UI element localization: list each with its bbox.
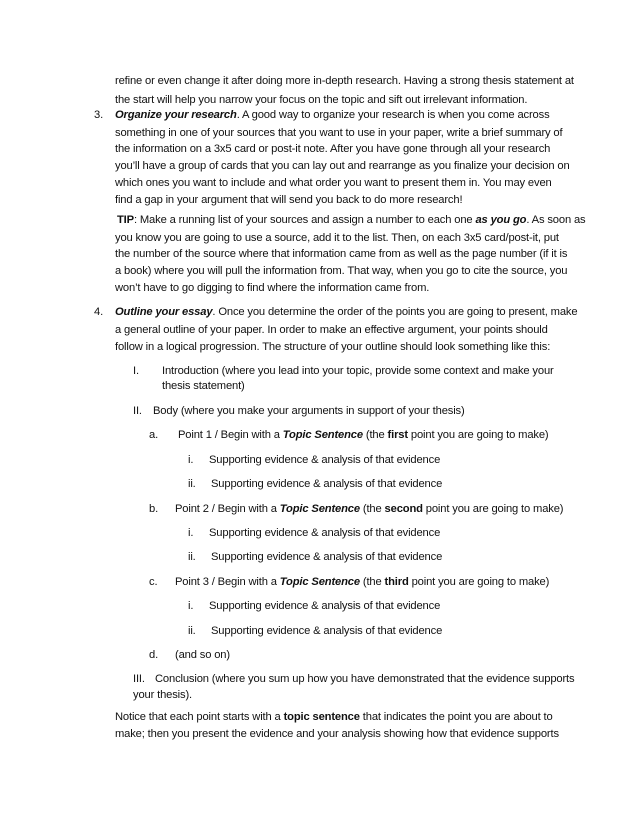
outline-c-number: c. (149, 576, 158, 588)
outline-iii-number: III. (133, 673, 145, 685)
item-3-line-3: the information on a 3x5 card or post-it note. After you have gone through all your research (115, 143, 551, 155)
item-3-line-4: you’ll have a group of cards that you can lay out and rearrange as you finalize your decision on (115, 160, 570, 172)
outline-ii-text: Body (where you make your arguments in support of your thesis) (153, 405, 465, 417)
outline-c-i-text: Supporting evidence & analysis of that evidence (209, 600, 441, 612)
notice-line-1: Notice that each point starts with a topic sentence that indicates the point you are about to (115, 711, 553, 723)
outline-a-ii-number: ii. (188, 478, 196, 490)
notice-line-2: make; then you present the evidence and your analysis showing how that evidence supports (115, 728, 559, 740)
outline-i-line-2: thesis statement) (162, 380, 245, 392)
item-3-line-5: which ones you want to include and what order you want to present them in. You may even (115, 177, 552, 189)
outline-i-line-1: Introduction (where you lead into your topic, provide some context and make your (162, 365, 554, 377)
tip-line-3: the number of the source where that information came from as well as the page number (if it is (115, 248, 568, 260)
tip-line-2: you know you are going to use a source, add it to the list. Then, on each 3x5 card/post-it, put (115, 232, 559, 244)
outline-b-ii-number: ii. (188, 551, 196, 563)
outline-a-ii-text: Supporting evidence & analysis of that evidence (211, 478, 443, 490)
item-4-line-2: a general outline of your paper. In order to make an effective argument, your points should (115, 324, 548, 336)
tip-line-1: TIP: Make a running list of your sources and assign a number to each one as you go. As soon as (117, 214, 586, 226)
outline-a-text: Point 1 / Begin with a Topic Sentence (the first point you are going to make) (178, 429, 549, 441)
outline-b-text: Point 2 / Begin with a Topic Sentence (the second point you are going to make) (175, 503, 564, 515)
outline-b-number: b. (149, 503, 159, 515)
outline-ii-number: II. (133, 405, 142, 417)
outline-d-text: (and so on) (175, 649, 230, 661)
outline-b-i-number: i. (188, 527, 194, 539)
outline-b-ii-text: Supporting evidence & analysis of that evidence (211, 551, 443, 563)
outline-i-number: I. (133, 365, 139, 377)
outline-c-text: Point 3 / Begin with a Topic Sentence (the third point you are going to make) (175, 576, 550, 588)
outline-a-number: a. (149, 429, 159, 441)
outline-c-ii-text: Supporting evidence & analysis of that evidence (211, 625, 443, 637)
intro-line-2: the start will help you narrow your focus on the topic and sift out irrelevant information. (115, 94, 528, 106)
outline-c-ii-number: ii. (188, 625, 196, 637)
outline-iii-line-1: Conclusion (where you sum up how you have demonstrated that the evidence supports (155, 673, 575, 685)
item-4-number: 4. (94, 306, 104, 318)
item-3-title: Organize your research (115, 109, 237, 121)
item-3-line-2: something in one of your sources that you want to use in your paper, write a brief summary of (115, 127, 563, 139)
outline-iii-line-2: your thesis). (133, 689, 192, 701)
intro-line-1: refine or even change it after doing more in-depth research. Having a strong thesis statement at (115, 75, 574, 87)
item-4-line-1: Outline your essay. Once you determine the order of the points you are going to present, make (115, 306, 578, 318)
tip-line-4: a book) where you will pull the information from. That way, when you go to cite the source, you (115, 265, 568, 277)
item-3-line-1: Organize your research. A good way to organize your research is when you come across (115, 109, 550, 121)
topic-sentence-term: topic sentence (283, 711, 360, 723)
outline-a-i-number: i. (188, 454, 194, 466)
tip-label: TIP (117, 214, 134, 226)
item-4-line-3: follow in a logical progression. The structure of your outline should look something like this: (115, 341, 551, 353)
outline-c-i-number: i. (188, 600, 194, 612)
outline-b-i-text: Supporting evidence & analysis of that evidence (209, 527, 441, 539)
outline-d-number: d. (149, 649, 159, 661)
item-4-title: Outline your essay (115, 306, 213, 318)
item-3-line-6: find a gap in your argument that will send you back to do more research! (115, 194, 463, 206)
tip-line-5: won’t have to go digging to find where the information came from. (115, 282, 430, 294)
outline-a-i-text: Supporting evidence & analysis of that evidence (209, 454, 441, 466)
item-3-number: 3. (94, 109, 104, 121)
